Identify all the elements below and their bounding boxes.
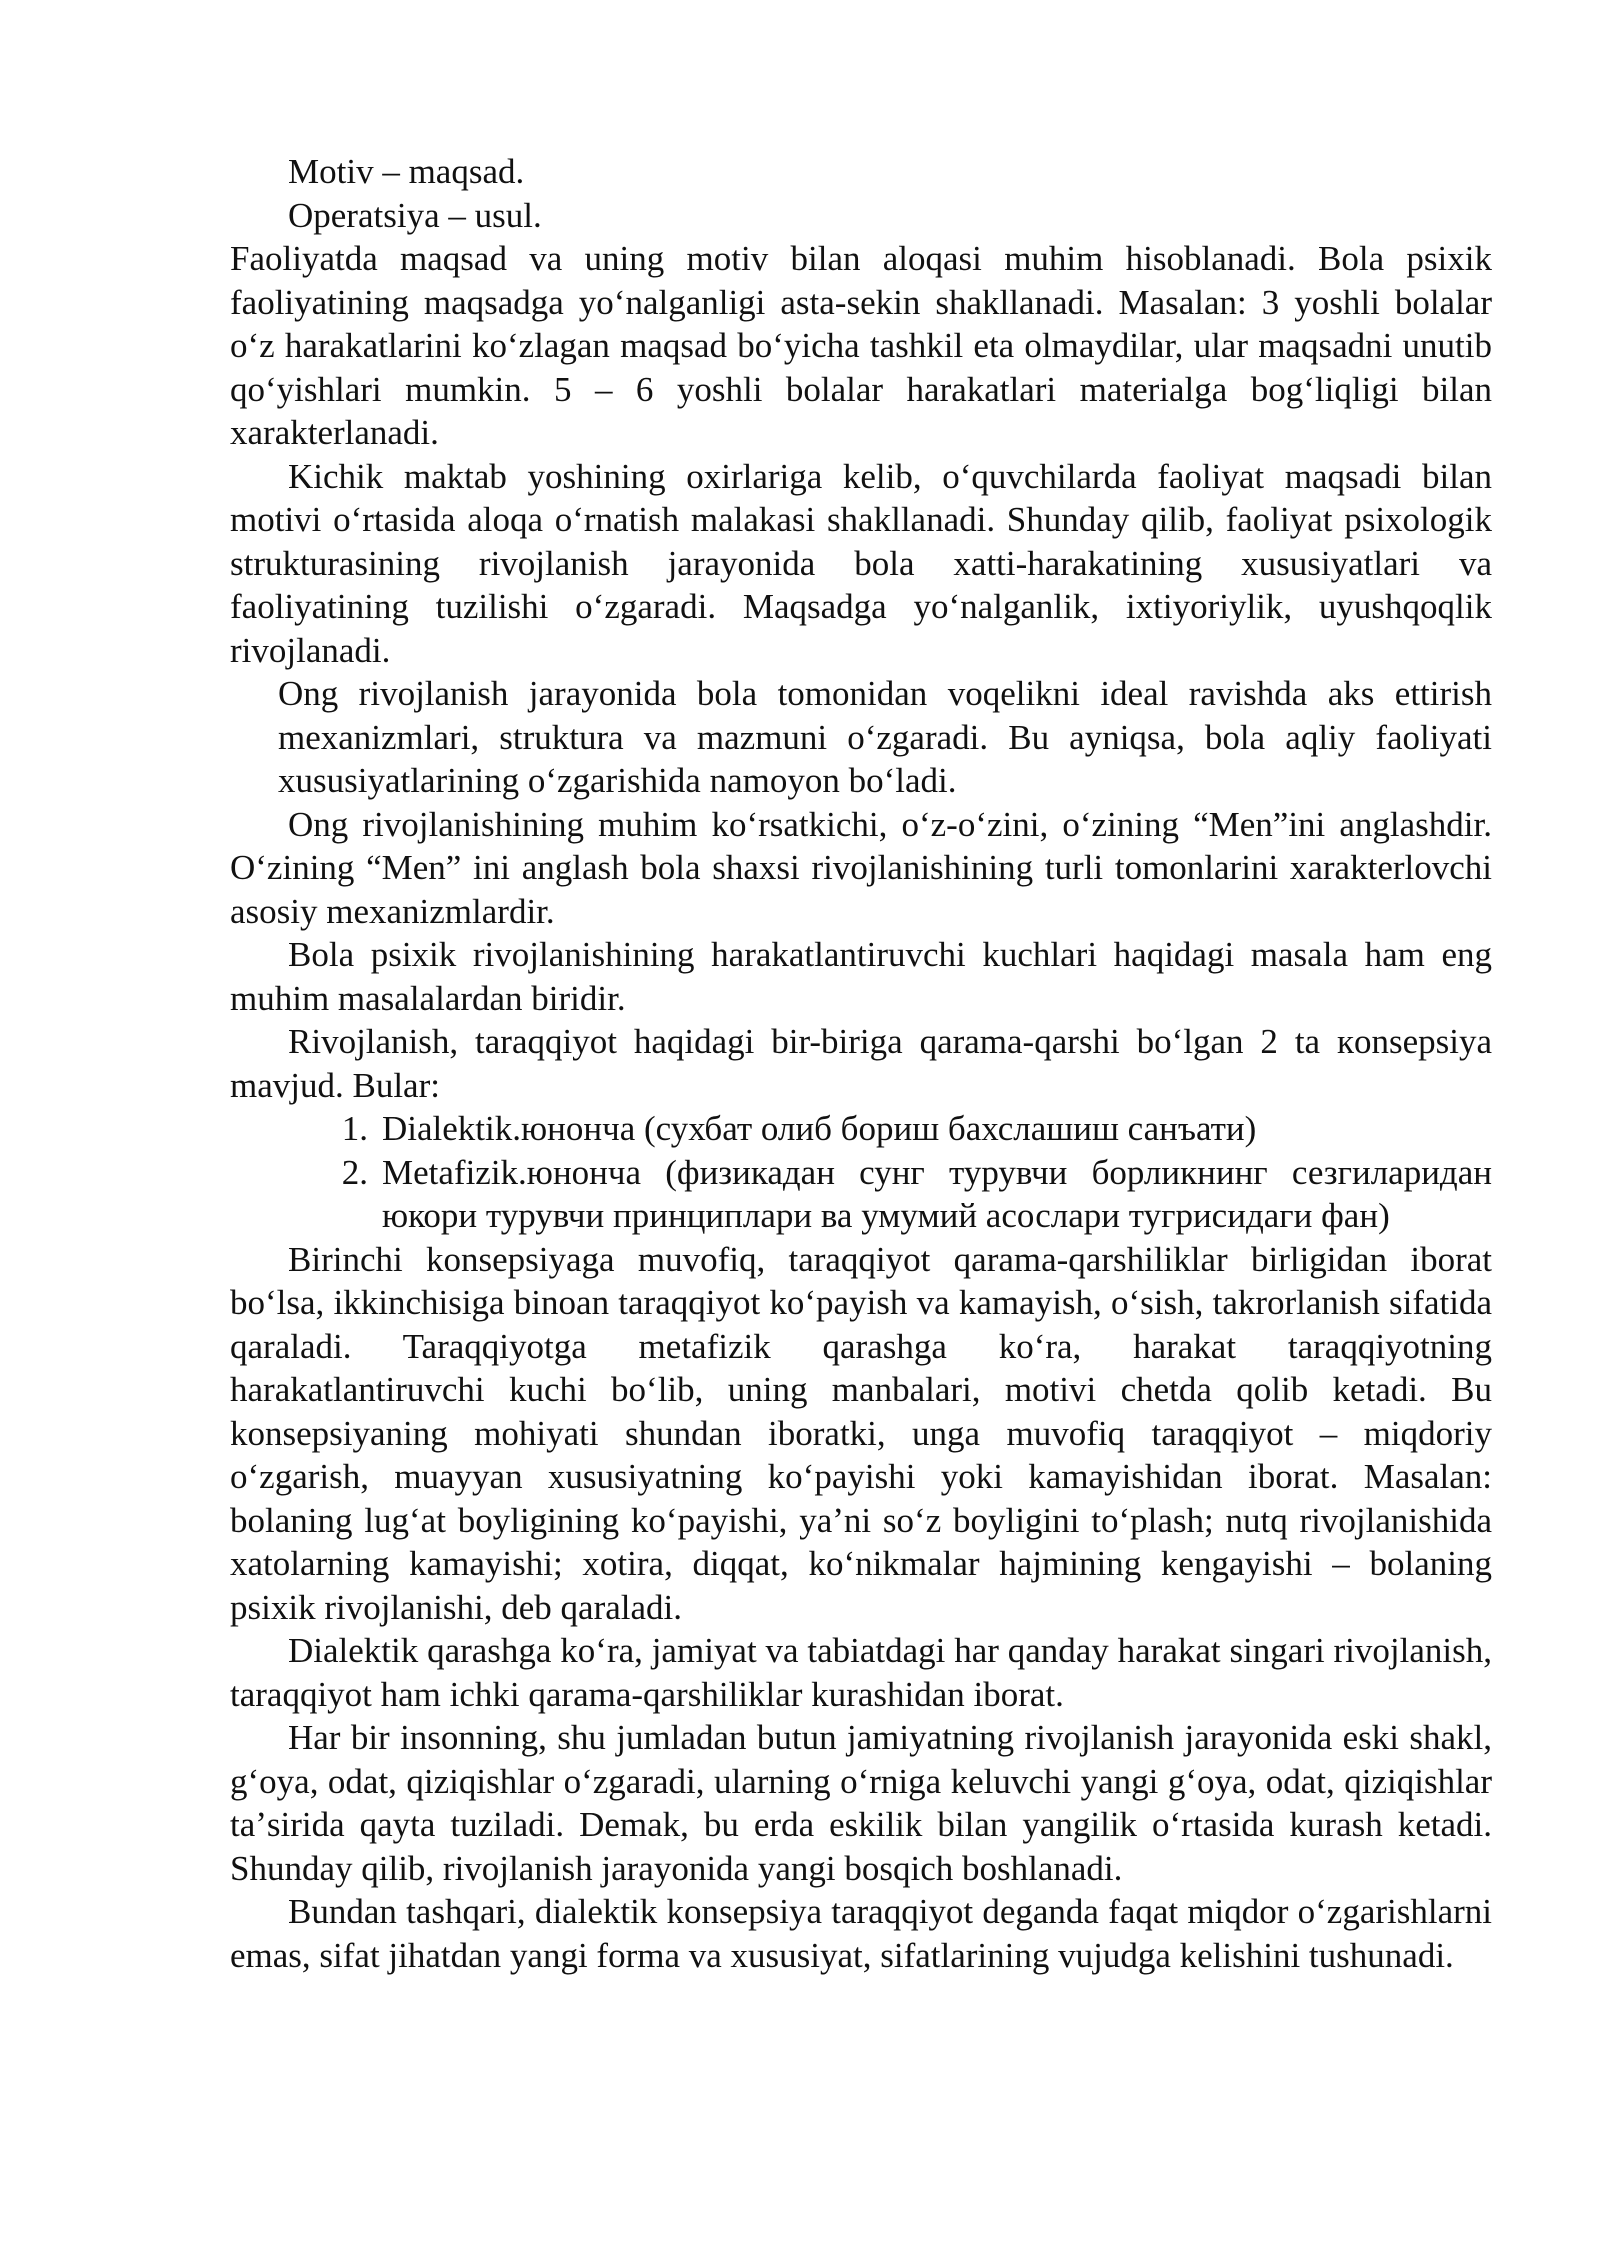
paragraph-birinchi-konsepsiya: Birinchi konsepsiyaga muvofiq, taraqqiyot qarama-qarshiliklar birligidan iborat boʻlsa, ikkinchisiga binoan taraqqiyot koʻpayish va kamayish, oʻsish, takrorlanish sifatida qaraladi. Taraqqiyotga metafizik qarashga koʻra, harakat taraqqiyotning harakatlantiruvchi kuchi boʻlib, uning manbalari, motivi chetda qolib ketadi. Bu konsepsiyaning mohiyati shundan iboratki, unga muvofiq taraqqiyot – miqdoriy oʻzgarish, muayyan xususiyatning koʻpayishi yoki kamayishidan iborat. Masalan: bolaning lugʻat boyligining koʻpayishi, yaʼni soʻz boyligini toʻplash; nutq rivojlanishida xatolarning kamayishi; xotira, diqqat, koʻnikmalar hajmining kengayishi – bolaning psixik rivojlanishi, deb qaraladi. (230, 1239, 1492, 1627)
list-item (230, 1107, 1492, 1151)
paragraph-harakatlantiruvchi-kuchlar: Bola psixik rivojlanishining harakatlantiruvchi kuchlari haqidagi masala ham eng muhim masalalardan biridir. (230, 935, 1492, 1018)
list-item (230, 1151, 1492, 1238)
list-item-text: Metafizik.юнонча (физикадан сунг турувчи борликнинг сезгиларидан юкори турувчи принциплари ва умумий асослари тугрисидаги фан) (382, 1152, 1492, 1235)
paragraph-motiv: Motiv – maqsad. (288, 152, 525, 191)
paragraph-faoliyatda-maqsad: Faoliyatda maqsad va uning motiv bilan aloqasi muhim hisoblanadi. Bola psixik faoliyatining maqsadga yoʻnalganligi asta-sekin shakllanadi. Masalan: 3 yoshli bolalar oʻz harakatlarini koʻzlagan maqsad boʻyicha tashkil eta olmaydilar, ular maqsadni unutib qoʻyishlari mumkin. 5 – 6 yoshli bolalar harakatlari materialga bogʻliqligi bilan xarakterlanadi. (230, 239, 1492, 452)
paragraph-operatsiya: Operatsiya – usul. (288, 195, 542, 235)
list-item-number: 2. (341, 1152, 368, 1192)
paragraph-kichik-maktab: Kichik maktab yoshining oxirlariga kelib, oʻquvchilarda faoliyat maqsadi bilan motivi oʻrtasida aloqa oʻrnatish malakasi shakllanadi. Shunday qilib, faoliyat psixologik strukturasining rivojlanish jarayonida bola xatti-harakatining xususiyatlari va faoliyatining tuzilishi oʻzgaradi. Maqsadga yoʻnalganlik, ixtiyoriylik, uyushqoqlik rivojlanadi. (230, 456, 1492, 670)
document-page (230, 150, 1492, 1977)
paragraph-ong-korsatkichi: Ong rivojlanishining muhim koʻrsatkichi, oʻz-oʻzini, oʻzining “Men”ini anglashdir. Oʻzining “Men” ini anglash bola shaxsi rivojlanishining turli tomonlarini xarakterlovchi asosiy mexanizmlardir. (230, 804, 1492, 931)
paragraph-har-bir-inson: Har bir insonning, shu jumladan butun jamiyatning rivojlanish jarayonida eski shakl, gʻoya, odat, qiziqishlar oʻzgaradi, ularning oʻrniga keluvchi yangi gʻoya, odat, qiziqishlar taʼsirida qayta tuziladi. Demak, bu erda eskilik bilan yangilik oʻrtasida kurash ketadi. Shunday qilib, rivojlanish jarayonida yangi bosqich boshlanadi. (230, 1718, 1492, 1888)
paragraph-dialektik-qarash: Dialektik qarashga koʻra, jamiyat va tabiatdagi har qanday harakat singari rivojlanish, taraqqiyot ham ichki qarama-qarshiliklar kurashidan iborat. (230, 1631, 1492, 1714)
paragraph-bundan-tashqari: Bundan tashqari, dialektik konsepsiya taraqqiyot deganda faqat miqdor oʻzgarishlarni emas, sifat jihatdan yangi forma va xususiyat, sifatlarining vujudga kelishini tushunadi. (230, 1892, 1492, 1975)
list-item-text: Dialektik.юнонча (сухбат олиб бориш бахслашиш санъати) (382, 1109, 1257, 1148)
list-item-number: 1. (341, 1109, 368, 1148)
paragraph-konsepsiyalar: Rivojlanish, taraqqiyot haqidagi bir-biriga qarama-qarshi boʻlgan 2 ta кonsepsiya mavjud. Bular: (230, 1022, 1492, 1105)
paragraph-ong-rivojlanish: Ong rivojlanish jarayonida bola tomonidan voqelikni ideal ravishda aks ettirish mexanizmlari, struktura va mazmuni oʻzgaradi. Bu ayniqsa, bola aqliy faoliyati xususiyatlarining oʻzgarishida namoyon boʻladi. (278, 674, 1492, 800)
concept-list (230, 1107, 1492, 1238)
